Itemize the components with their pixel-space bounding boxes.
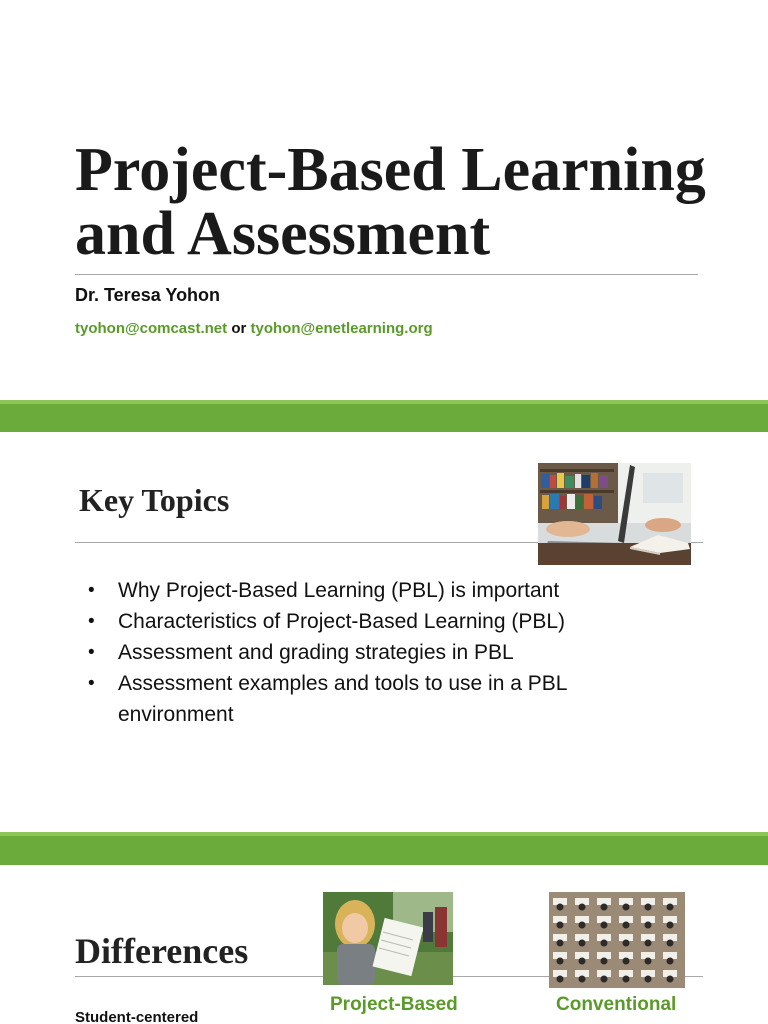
laptop-study-photo [538,463,691,565]
conventional-photo [549,892,685,988]
title-line-2: and Assessment [75,200,491,268]
differences-slide [0,865,768,1024]
key-topics-heading: Key Topics [79,482,230,518]
project-based-photo [323,892,453,985]
conventional-caption: Conventional [556,994,677,1015]
list-item: • Assessment and grading strategies in PBL [88,637,648,668]
topics-list [88,575,648,730]
email-link-secondary[interactable]: tyohon@enetlearning.org [250,320,433,337]
list-item: • Characteristics of Project-Based Learning (PBL) [88,606,648,637]
title-line-1: Project-Based Learning [75,136,706,204]
list-item: • Why Project-Based Learning (PBL) is important [88,575,648,606]
title-slide [0,0,768,400]
email-link-primary[interactable]: tyohon@comcast.net [75,320,228,337]
slide-separator [0,400,768,432]
key-topics-slide [0,432,768,832]
student-centered-label: Student-centered [75,1009,199,1024]
slide-separator [0,832,768,865]
differences-heading: Differences [75,931,249,971]
list-item: • Assessment examples and tools to use in a PBL environment [88,668,648,730]
author-name: Dr. Teresa Yohon [75,285,221,305]
title-divider [75,274,698,275]
email-connector: or [231,320,247,337]
project-based-caption: Project-Based [330,994,458,1015]
slide-title [75,138,715,266]
contact-line [75,320,433,337]
